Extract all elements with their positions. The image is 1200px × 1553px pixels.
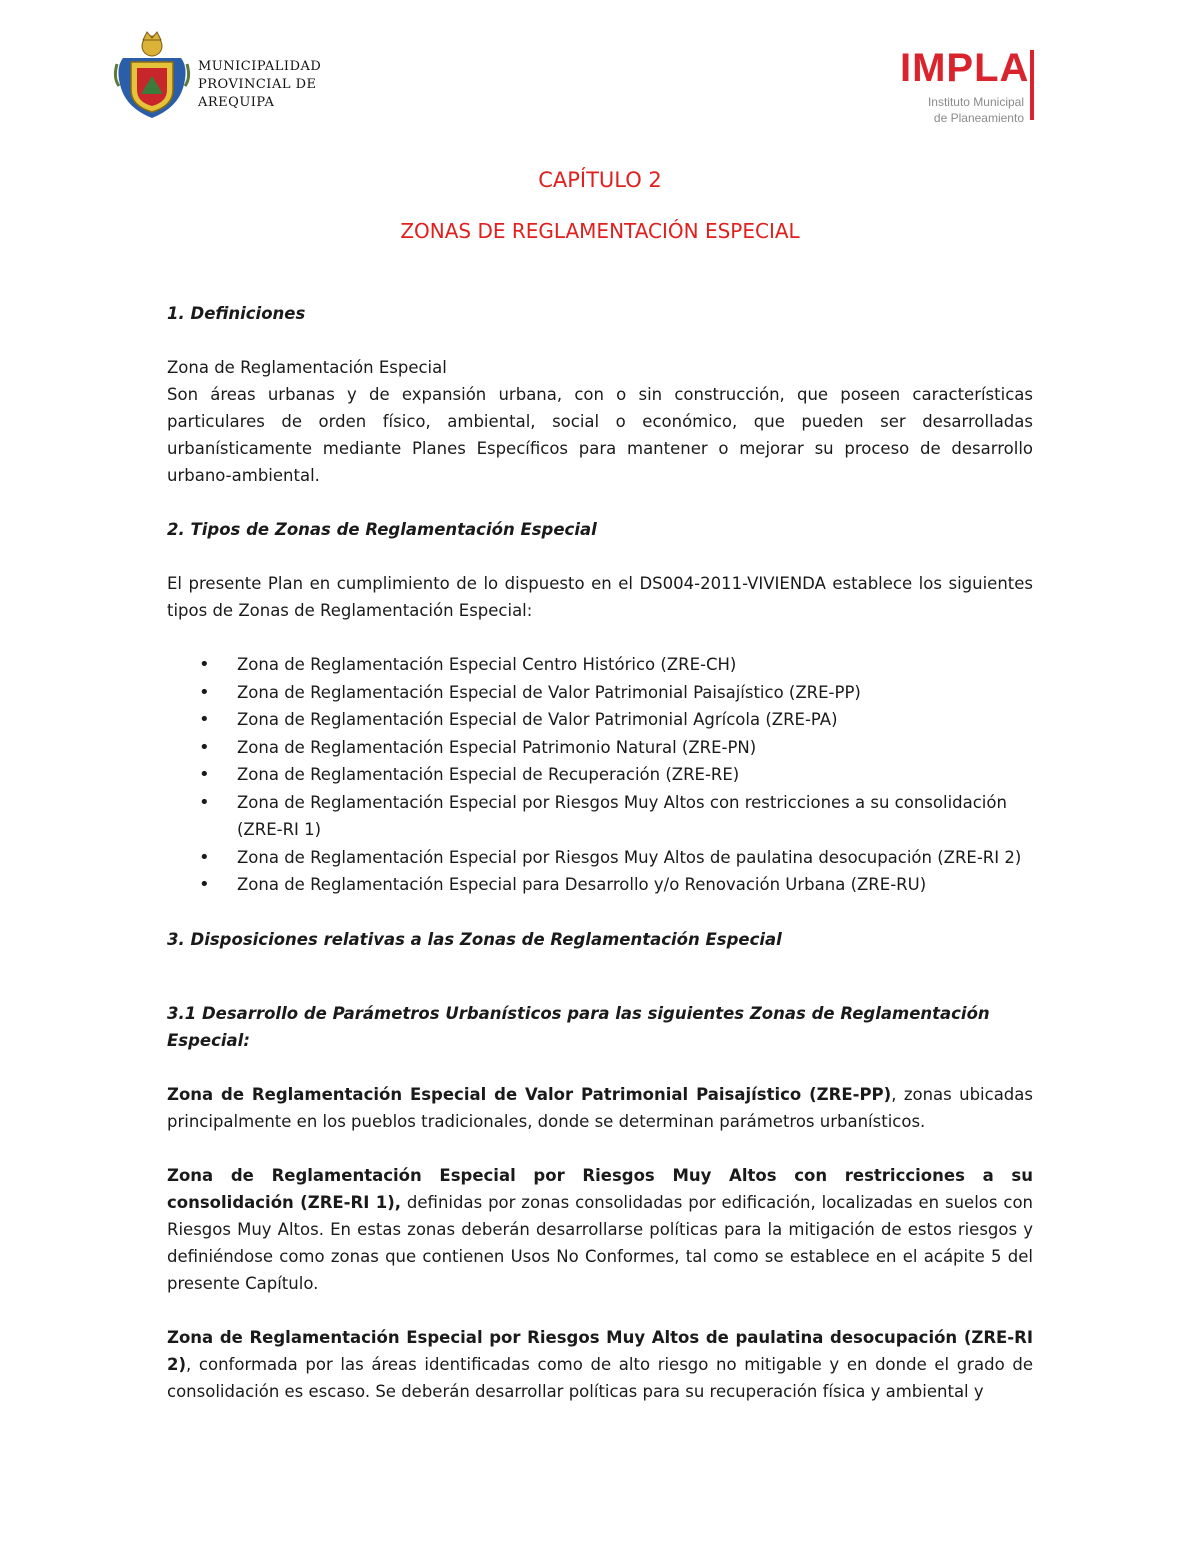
heading-disposiciones: 3. Disposiciones relativas a las Zonas de Reglamentación Especial [167,929,782,949]
list-item: • Zona de Reglamentación Especial Patrimonio Natural (ZRE-PN) [167,734,1033,762]
heading-tipos: 2. Tipos de Zonas de Reglamentación Especial [167,520,597,539]
tipos-intro: El presente Plan en cumplimiento de lo dispuesto en el DS004-2011-VIVIENDA establece los siguientes tipos de Zonas de Reglamentación Especial: [167,574,1033,620]
impla-logo-subtitle: Instituto Municipal de Planeamiento [927,95,1024,125]
heading-definiciones: 1. Definiciones [167,304,306,323]
impla-logo-text: IMPLA [900,46,1030,90]
heading-parametros: 3.1 Desarrollo de Parámetros Urbanísticos para las siguientes Zonas de Reglamentación Especial: [167,1003,990,1050]
zre-ri1-text: definidas por zonas consolidadas por edificación, localizadas en suelos con Riesgos Muy Altos. En estas zonas deberán desarrollarse políticas para la mitigación de estos riesgos y definiéndose como zonas que contienen Usos No Conformes, tal como se establece en el acápite 5 del presente Capítulo. [167,1192,1033,1293]
list-item: • Zona de Reglamentación Especial para Desarrollo y/o Renovación Urbana (ZRE-RU) [167,871,1033,899]
impla-logo [900,46,1050,126]
list-item: • Zona de Reglamentación Especial de Recuperación (ZRE-RE) [167,761,1033,789]
list-item: • Zona de Reglamentación Especial de Valor Patrimonial Agrícola (ZRE-PA) [167,706,1033,734]
zre-ri2-term: Zona de Reglamentación Especial por Riesgos Muy Altos de paulatina desocupación (ZRE-RI 2) [167,1327,1033,1374]
zre-ri2-text: , conformada por las áreas identificadas como de alto riesgo no mitigable y en donde el grado de consolidación es escaso. Se deberán desarrollar políticas para su recuperación física y ambiental y [167,1354,1033,1401]
definition-term: Zona de Reglamentación Especial [167,358,447,377]
list-item: • Zona de Reglamentación Especial Centro Histórico (ZRE-CH) [167,651,1033,679]
zre-ri1-term: Zona de Reglamentación Especial por Riesgos Muy Altos con restricciones a su consolidación (ZRE-RI 1), [167,1165,1033,1212]
list-item: • Zona de Reglamentación Especial por Riesgos Muy Altos de paulatina desocupación (ZRE-RI 2) [167,844,1033,872]
list-item: • Zona de Reglamentación Especial por Riesgos Muy Altos con restricciones a su consolidación (ZRE-RI 1) [167,789,1033,844]
definition-text: Son áreas urbanas y de expansión urbana, con o sin construcción, que poseen características particulares de orden físico, ambiental, social o económico, que pueden ser desarrolladas urbanísticamente mediante Planes Específicos para mantener o mejorar su proceso de desarrollo urbano-ambiental. [167,385,1033,485]
paragraph-zre-pp [167,1081,1033,1135]
paragraph-zre-ri2 [167,1324,1033,1405]
paragraph-zre-ri1 [167,1162,1033,1297]
chapter-title: CAPÍTULO 2 [538,168,662,192]
section-title: ZONAS DE REGLAMENTACIÓN ESPECIAL [400,219,800,243]
page-header [0,0,1200,150]
list-item: • Zona de Reglamentación Especial de Valor Patrimonial Paisajístico (ZRE-PP) [167,679,1033,707]
zre-pp-term: Zona de Reglamentación Especial de Valor Patrimonial Paisajístico (ZRE-PP) [167,1084,892,1104]
impla-logo-bar [1030,50,1034,120]
zre-pp-text: , zonas ubicadas principalmente en los pueblos tradicionales, donde se determinan parámetros urbanísticos. [167,1084,1033,1131]
arequipa-coat-of-arms-icon [113,28,191,120]
document-body [167,300,1033,1405]
zone-types-list [167,651,1033,899]
municipality-name: MUNICIPALIDAD PROVINCIAL DE AREQUIPA [198,59,322,110]
